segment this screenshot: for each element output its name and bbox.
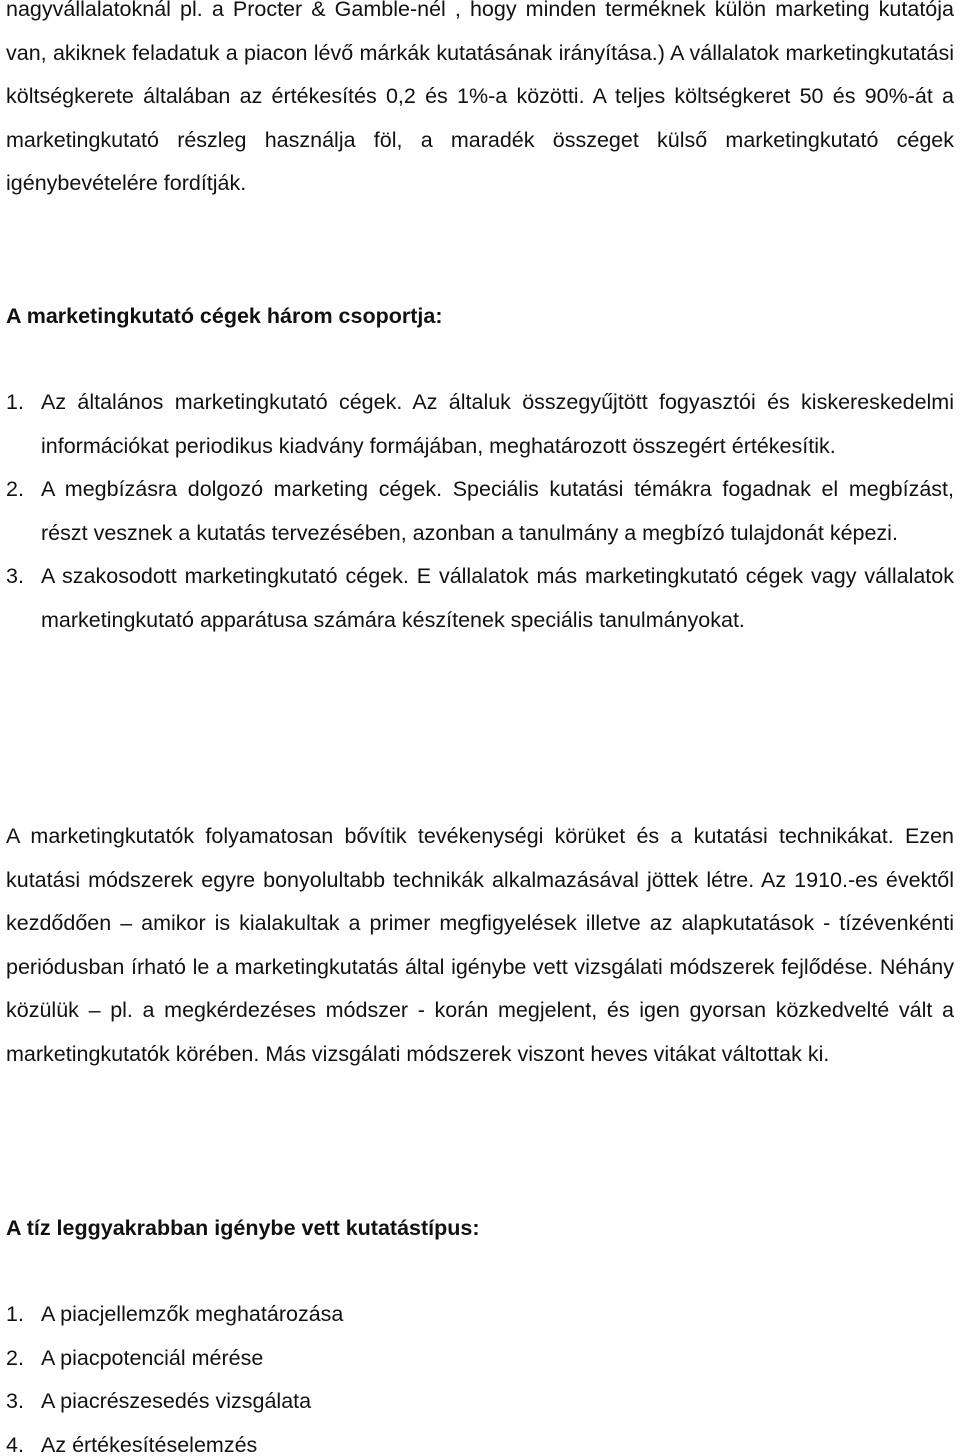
list-item (6, 1380, 954, 1424)
list-item (6, 468, 954, 555)
intro-paragraph: nagyvállalatoknál pl. a Procter & Gamble-nél , hogy minden terméknek külön marketing kutatója van, akiknek feladatuk a piacon lévő márkák kutatásának irányítása.) A vállalatok marketingkutatási költségkerete általában az értékesítés 0,2 és 1%-a közötti. A teljes költségkeret 50 és 90%-át a marketingkutató részleg használja föl, a maradék összeget külső marketingkutató cégek igénybevételére fordítják. (6, 0, 954, 195)
list-item-text: A piacrészesedés vizsgálata (41, 1389, 312, 1413)
list-item (6, 381, 954, 468)
list-item-number: 2. (6, 477, 24, 501)
list-item (6, 1293, 954, 1337)
list-item (6, 1337, 954, 1381)
techniques-paragraph: A marketingkutatók folyamatosan bővítik tevékenységi körüket és a kutatási technikákat. Ezen kutatási módszerek egyre bonyolultabb technikák alkalmazásával jöttek létre. Az 1910.-es évektől kezdődően – amikor is kialakultak a primer megfigyelések illetve az alapkutatások - tízévenkénti periódusban írható le a marketingkutatás által igénybe vett vizsgálati módszerek fejlődése. Néhány közülük – pl. a megkérdezéses módszer - korán megjelent, és igen gyorsan közkedvelté vált a marketingkutatók körében. Más vizsgálati módszerek viszont heves vitákat váltottak ki. (6, 824, 954, 1066)
groups-heading: A marketingkutató cégek három csoportja: (6, 304, 443, 328)
list-item-text: A megbízásra dolgozó marketing cégek. Speciális kutatási témákra fogadnak el megbízást, részt vesznek a kutatás tervezésében, azonban a tanulmány a megbízó tulajdonát képezi. (41, 477, 954, 545)
list-item-number: 2. (6, 1345, 24, 1370)
list-item-text: A szakosodott marketingkutató cégek. E vállalatok más marketingkutató cégek vagy vállalatok marketingkutató apparátusa számára készítenek speciális tanulmányokat. (41, 564, 954, 632)
list-item-number: 1. (6, 390, 24, 414)
types-list (6, 1293, 954, 1456)
list-item-number: 3. (6, 1389, 24, 1413)
list-item-text: Az értékesítéselemzés (41, 1432, 258, 1456)
list-item (6, 555, 954, 642)
list-item-text: A piacjellemzők meghatározása (41, 1302, 344, 1326)
list-item-number: 3. (6, 564, 24, 588)
types-heading: A tíz leggyakrabban igénybe vett kutatástípus: (6, 1216, 480, 1240)
list-item-text: Az általános marketingkutató cégek. Az általuk összegyűjtött fogyasztói és kiskereskedelmi információkat periodikus kiadvány formájában, meghatározott összegért értékesítik. (41, 390, 954, 458)
groups-list (6, 381, 954, 642)
list-item-text: A piacpotenciál mérése (41, 1345, 264, 1370)
list-item (6, 1424, 954, 1456)
list-item-number: 1. (6, 1302, 24, 1326)
list-item-number: 4. (6, 1432, 24, 1456)
